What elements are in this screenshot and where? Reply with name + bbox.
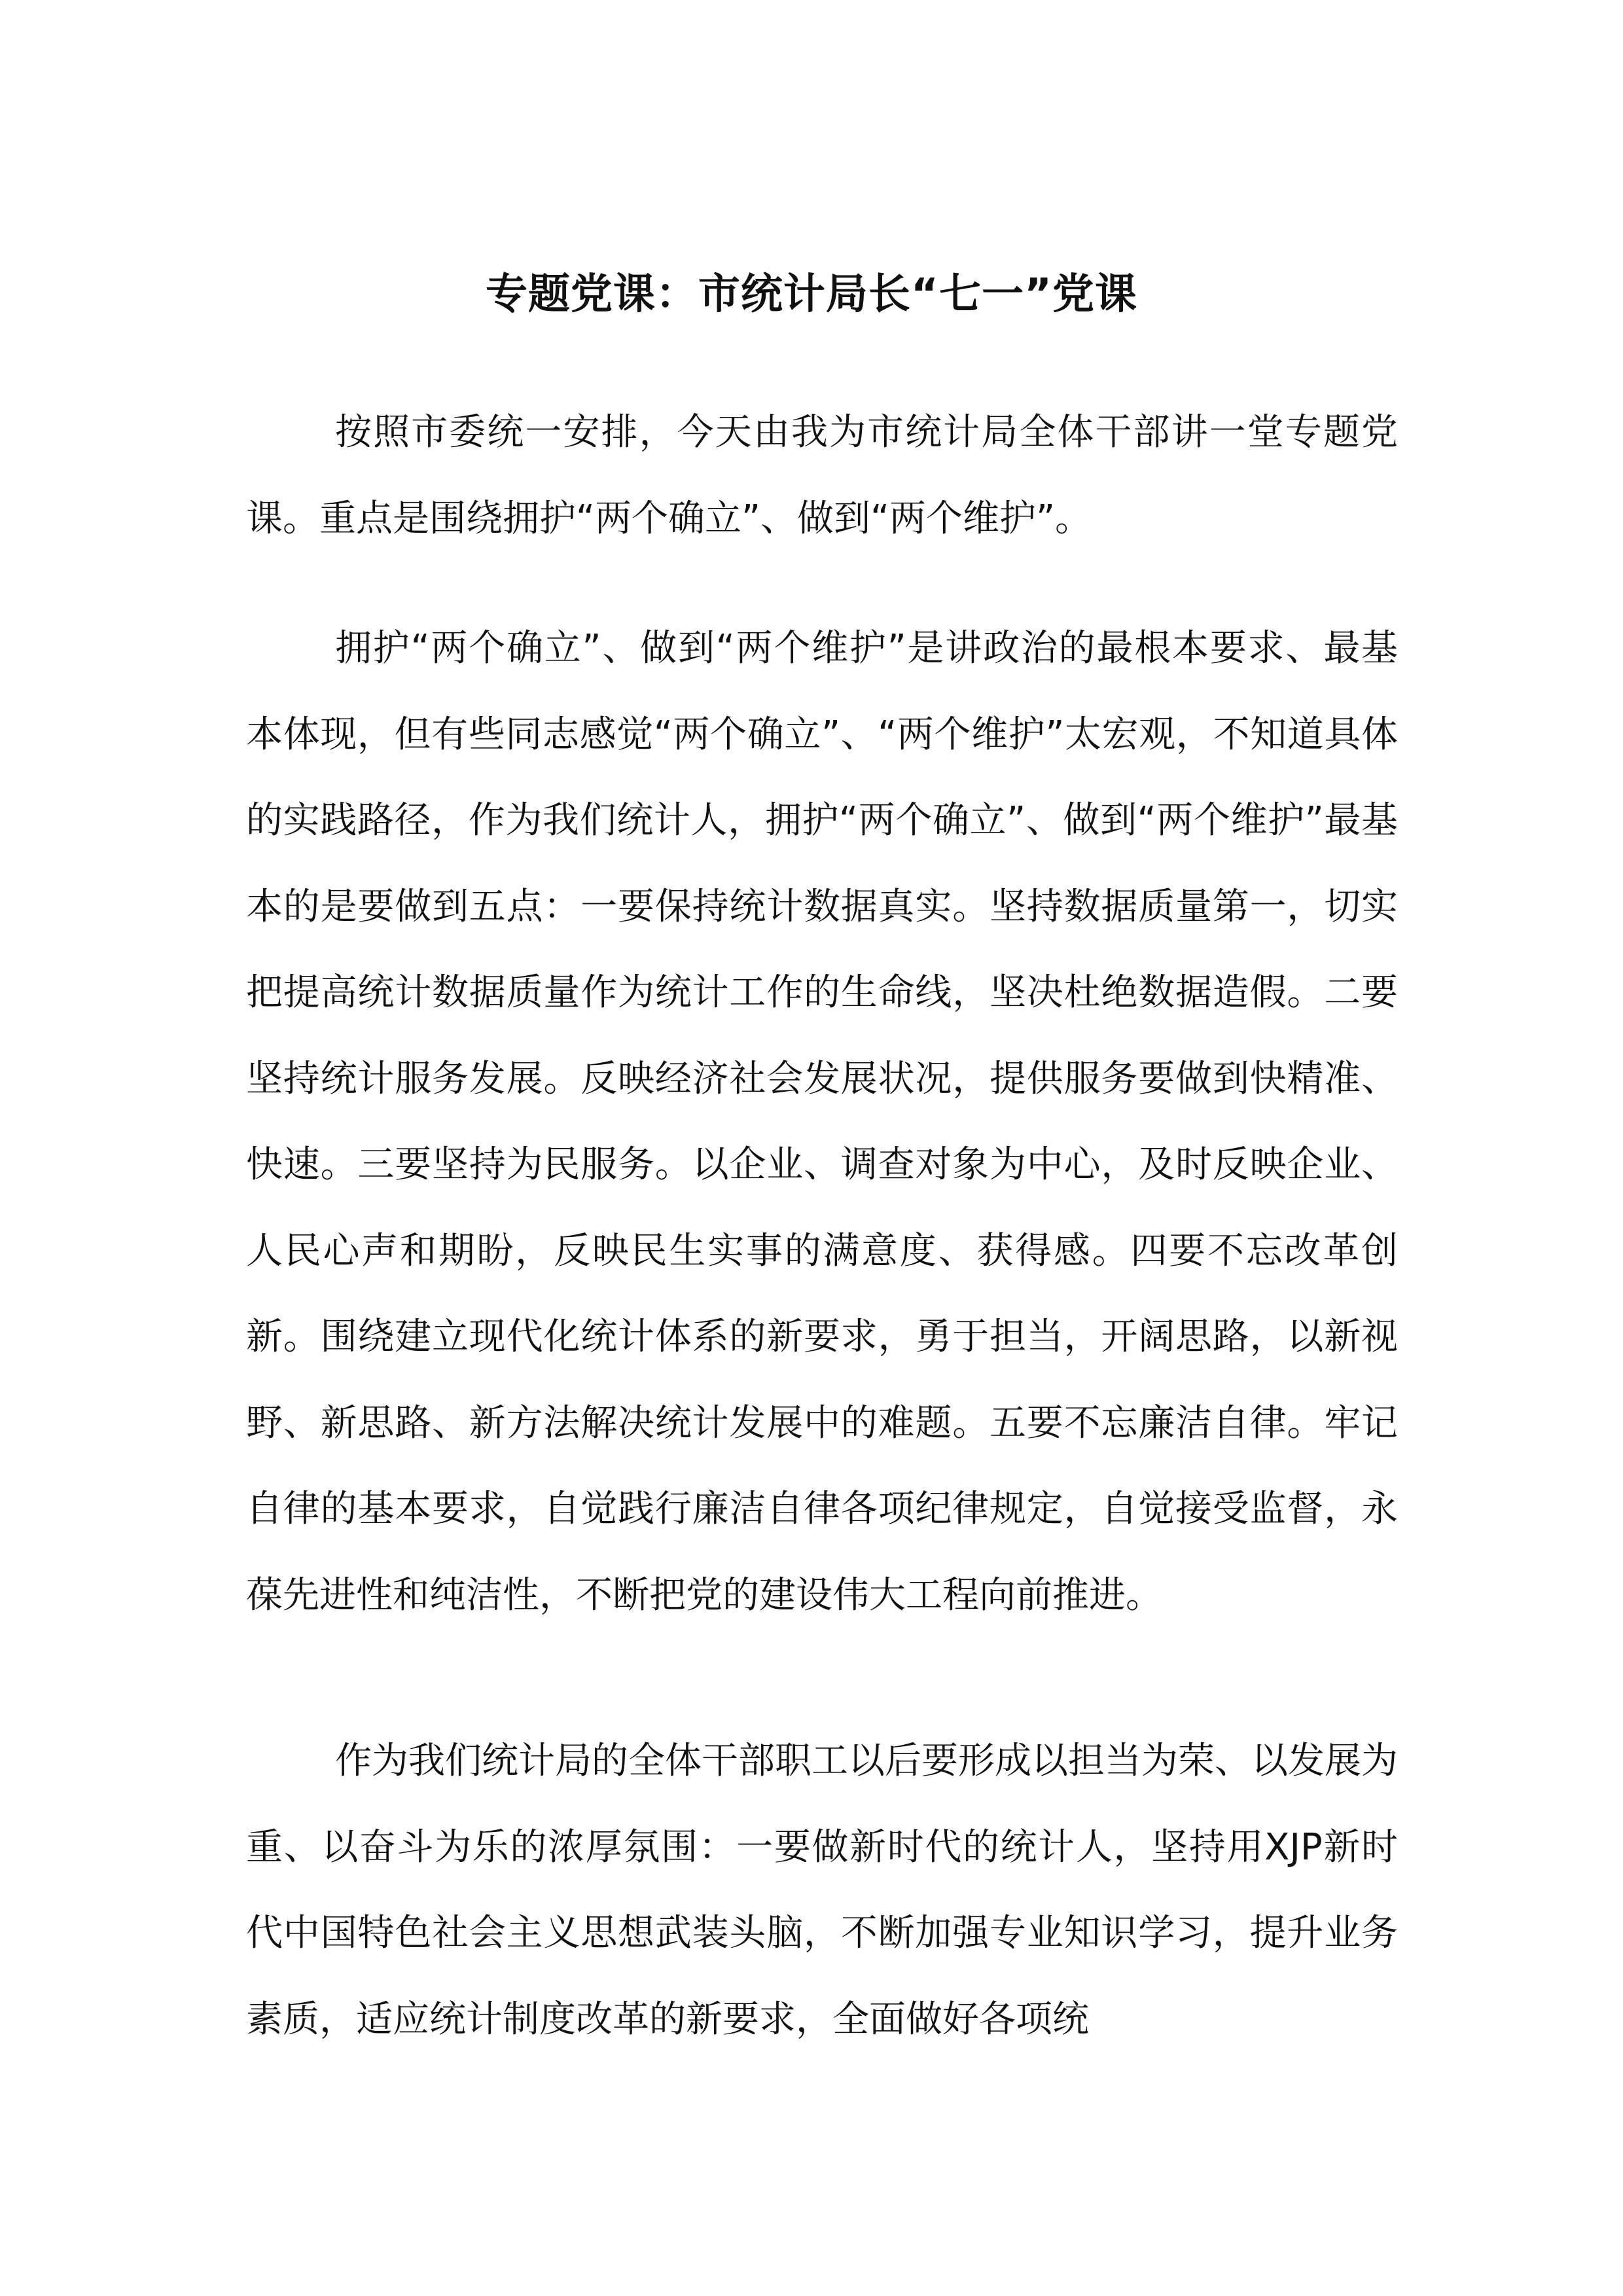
paragraph-intro: 按照市委统一安排，今天由我为市统计局全体干部讲一堂专题党课。重点是围绕拥护“两个确立”、做到“两个维护”。 [246, 411, 1398, 540]
paragraph-five-points: 拥护“两个确立”、做到“两个维护”是讲政治的最根本要求、最基本体现，但有些同志感觉“两个确立”、“两个维护”太宏观，不知道具体的实践路径，作为我们统计人，拥护“两个确立”、做到“两个维护”最基本的是要做到五点：一要保持统计数据真实。坚持数据质量第一，切实把提高统计数据质量作为统计工作的生命线，坚决杜绝数据造假。二要坚持统计服务发展。反映经济社会发展状况，提供服务要做到快精准、快速。三要坚持为民服务。以企业、调查对象为中心，及时反映企业、人民心声和期盼，反映民生实事的满意度、获得感。四要不忘改革创新。围绕建立现代化统计体系的新要求，勇于担当，开阔思路，以新视野、新思路、新方法解决统计发展中的难题。五要不忘廉洁自律。牢记自律的基本要求，自觉践行廉洁自律各项纪律规定，自觉接受监督，永葆先进性和纯洁性，不断把党的建设伟大工程向前推进。 [246, 627, 1398, 1617]
document-title: 专题党课：市统计局长“七一”党课 [485, 270, 1138, 319]
paragraph-staff-requirements: 作为我们统计局的全体干部职工以后要形成以担当为荣、以发展为重、以奋斗为乐的浓厚氛围：一要做新时代的统计人，坚持用XJP新时代中国特色社会主义思想武装头脑，不断加强专业知识学习，提升业务素质，适应统计制度改革的新要求，全面做好各项统 [246, 1740, 1398, 2041]
